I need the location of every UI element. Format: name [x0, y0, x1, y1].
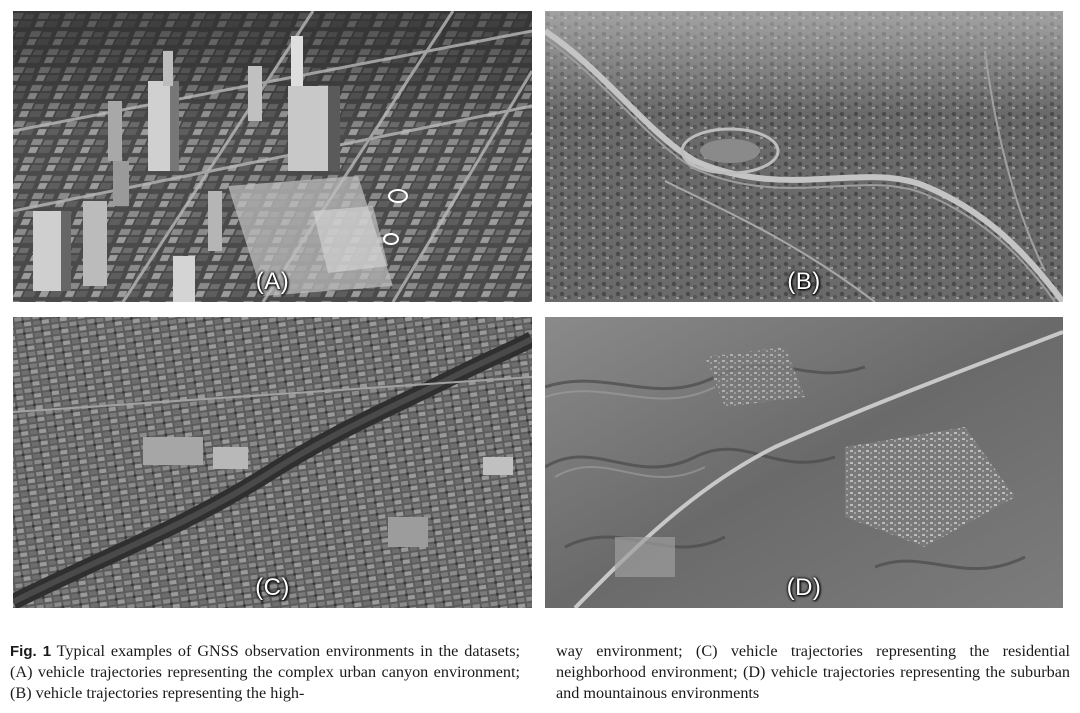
urban-aerial-image [13, 11, 532, 302]
panel-c-residential-image [13, 317, 532, 608]
mountain-aerial-image [545, 317, 1063, 608]
panel-a-urban-canyon-image [13, 11, 532, 302]
caption-text-right: way environment; (C) vehicle trajectories representing the residential neighborhood environment; (D) vehicle trajectories representing the suburban and mountainous environments [556, 642, 1070, 702]
panel-label-c: (C) [255, 574, 290, 601]
panel-d-mountain-image [545, 317, 1063, 608]
residential-aerial-image [13, 317, 532, 608]
highway-aerial-image [545, 11, 1063, 302]
figure-caption-right [556, 641, 1070, 704]
caption-text-left: Typical examples of GNSS observation environments in the datasets; (A) vehicle trajectories representing the complex urban canyon environment; (B) vehicle trajectories representing the high- [10, 642, 520, 702]
panel-label-b: (B) [787, 268, 821, 295]
figure-caption-left [10, 641, 520, 704]
panel-label-a: (A) [255, 268, 290, 295]
figure-label: Fig. 1 [10, 643, 52, 660]
panel-b-highway-image [545, 11, 1063, 302]
panel-label-d: (D) [786, 574, 822, 601]
